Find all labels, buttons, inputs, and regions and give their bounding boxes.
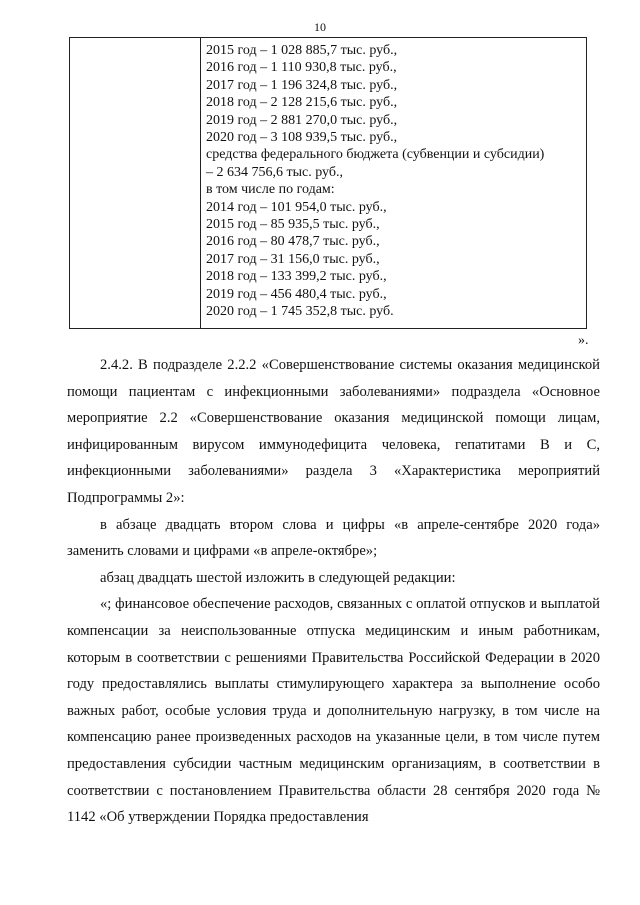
funding-line: 2016 год – 1 110 930,8 тыс. руб., [206,60,397,76]
paragraph-amendment-22: в абзаце двадцать втором слова и цифры «в апреле-сентябре 2020 года» заменить словами и цифрами «в апреле-октябре»; [67,516,600,560]
funding-line: 2015 год – 1 028 885,7 тыс. руб., [206,43,398,58]
funding-cell [206,42,580,321]
paragraph-amendment-26: абзац двадцать шестой изложить в следующей редакции: [100,569,456,586]
table-left-cell [70,38,201,328]
document-body [67,352,600,831]
funding-line: 2020 год – 1 745 352,8 тыс. руб. [206,304,394,320]
funding-table [69,37,587,329]
funding-line: 2015 год – 85 935,5 тыс. руб., [206,217,380,233]
closing-quote: ». [578,333,589,348]
funding-line: 2018 год – 2 128 215,6 тыс. руб., [206,95,398,111]
funding-line: средства федерального бюджета (субвенции и субсидии) [206,147,545,163]
funding-line: 2019 год – 2 881 270,0 тыс. руб., [206,112,398,128]
funding-line: – 2 634 756,6 тыс. руб., [206,164,343,180]
funding-line: 2014 год – 101 954,0 тыс. руб., [206,199,387,215]
funding-line: 2017 год – 31 156,0 тыс. руб., [206,251,380,267]
funding-line: 2016 год – 80 478,7 тыс. руб., [206,234,380,250]
funding-line: 2020 год – 3 108 939,5 тыс. руб., [206,130,398,146]
funding-line: 2017 год – 1 196 324,8 тыс. руб., [206,77,398,93]
paragraph-subsection-2-4-2: 2.4.2. В подразделе 2.2.2 «Совершенствование системы оказания медицинской помощи пациентам с инфекционными заболеваниями» подраздела «Основное мероприятие 2.2 «Совершенствование оказания медицинской помощи лицам, инфицированным вирусом иммунодефицита человека, гепатитами В и С, инфекционными заболеваниями» раздела 3 «Характеристика мероприятий Подпрограммы 2»: [67,357,600,506]
funding-line: 2019 год – 456 480,4 тыс. руб., [206,286,387,302]
funding-line: 2018 год – 133 399,2 тыс. руб., [206,269,387,285]
paragraph-new-wording: «; финансовое обеспечение расходов, связанных с оплатой отпусков и выплатой компенсации за неиспользованные отпуска медицинским и иным работникам, которым в соответствии с решениями Правительства Российской Федерации в 2020 году предоставлялись выплаты стимулирующего характера за выполнение особо важных работ, особые условия труда и дополнительную нагрузку, в том числе на компенсацию ранее произведенных расходов на указанные цели, в том числе путем предоставления субсидии частным медицинским организациям, в соответствии в соответствии с постановлением Правительства области 28 сентября 2020 года № 1142 «Об утверждении Порядка предоставления [67,596,600,826]
page-number: 10 [314,20,326,34]
funding-line: в том числе по годам: [206,182,335,198]
